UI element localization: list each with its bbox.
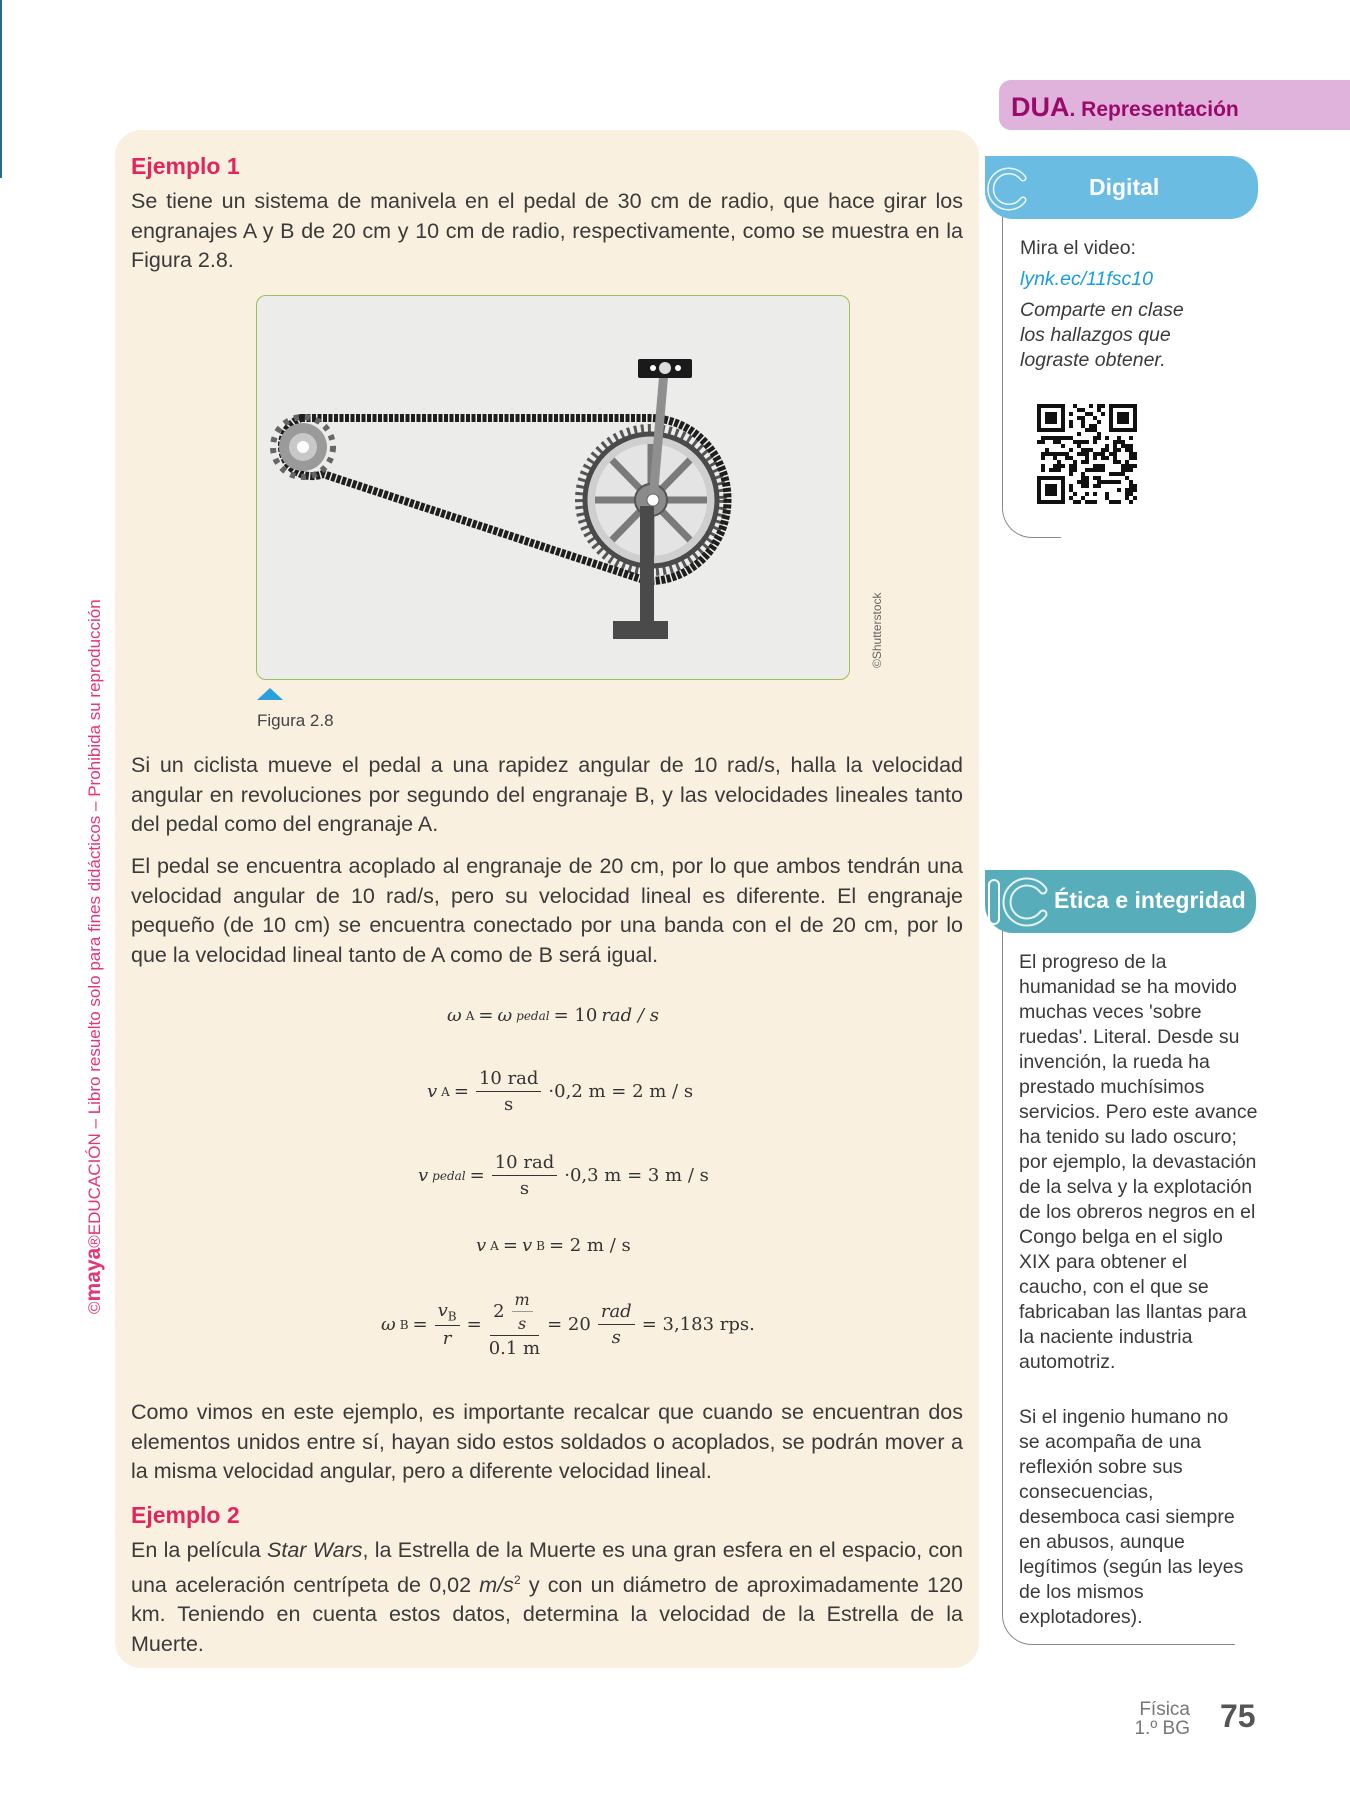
dua-label: DUA — [1011, 92, 1070, 122]
video-link[interactable]: lynk.ec/11fsc10 — [1020, 268, 1153, 290]
eq-num: m — [512, 1290, 533, 1312]
small-sprocket — [273, 417, 333, 477]
film-title: Star Wars — [267, 1538, 363, 1562]
eq-sign: = — [412, 1314, 428, 1335]
eq-symbol: v — [521, 1235, 533, 1256]
subject: Física — [1139, 1699, 1190, 1720]
eq-den: s — [519, 1178, 530, 1199]
eq-rest: = 2 m / s — [548, 1235, 631, 1256]
bottom-pedal — [613, 621, 668, 639]
figure-credit: ©Shutterstock — [870, 592, 884, 668]
eq-num: v — [437, 1299, 448, 1321]
registered-symbol: ® — [85, 1235, 104, 1248]
qr-code[interactable] — [1037, 404, 1137, 504]
dua-banner — [999, 80, 1350, 130]
eq-rest: = 3,183 rps. — [641, 1314, 755, 1335]
eq-symbol: v — [476, 1235, 487, 1256]
eq-sign: = — [478, 1005, 494, 1026]
eq-rest: ·0,2 m = 2 m / s — [548, 1081, 694, 1102]
eq-sub: pedal — [516, 1008, 550, 1023]
eq-fraction — [476, 1068, 541, 1115]
figure-bicycle-chain — [256, 295, 850, 680]
eq-num: rad — [598, 1301, 635, 1325]
eq-den: s — [518, 1314, 527, 1333]
eq-symbol: ω — [447, 1005, 462, 1026]
ethics-ic-icon — [985, 876, 1055, 928]
eq-den: r — [442, 1328, 452, 1350]
example1-title: Ejemplo 1 — [131, 153, 240, 179]
equation-v-a — [427, 1068, 693, 1115]
eq-den: s — [504, 1094, 514, 1115]
eq-sign: = — [466, 1314, 482, 1335]
example1-question: Si un ciclista mueve el pedal a una rapidez angular de 10 rad/s, halla la velocidad angular en revoluciones por segundo del engranaje B, y las velocidades lineales tanto del pedal como del engranaje A. — [131, 753, 963, 836]
eq-num: 10 rad — [476, 1068, 541, 1092]
eq-sign: = — [502, 1235, 518, 1256]
notice-text: EDUCACIÓN – Libro resuelto solo para fines didácticos – Prohibida su reproducción — [85, 599, 104, 1236]
chain-drive-illustration — [257, 296, 850, 680]
equation-v-pedal — [418, 1152, 709, 1199]
example2-title: Ejemplo 2 — [131, 1502, 240, 1528]
ethics-paragraph-2: Si el ingenio humano no se acompaña de una reflexión sobre sus consecuencias, desemboca casi siempre en abusos, aunque legítimos (según las leyes de los mismos explotadores). — [1019, 1406, 1244, 1628]
copyright-symbol: © — [85, 1301, 104, 1314]
unit-exponent: 2 — [513, 1572, 521, 1587]
eq-mid: = 20 — [547, 1314, 591, 1335]
digital-title: Digital — [1089, 174, 1160, 200]
eq-sub: B — [399, 1317, 409, 1332]
eq-sub: pedal — [432, 1168, 466, 1183]
example1-explanation: El pedal se encuentra acoplado al engranaje de 20 cm, por lo que ambos tendrán una velocidad angular de 10 rad/s, pero su velocidad lineal es diferente. El engranaje pequeño (de 10 cm) se encuentra conectado por una banda con el de 20 cm, por lo que la velocidad lineal tanto de A como de B será igual. — [131, 854, 963, 967]
page-number: 75 — [1220, 1698, 1256, 1734]
unit: m/s — [479, 1572, 514, 1597]
eq-sign: = — [469, 1165, 485, 1186]
brand-logo: maya — [82, 1247, 105, 1302]
eq-sign: = — [453, 1081, 469, 1102]
eq-sub: A — [490, 1238, 499, 1253]
equation-va-vb — [476, 1235, 631, 1256]
example1-intro: Se tiene un sistema de manivela en el pedal de 30 cm de radio, que hace girar los engranajes A y B de 20 cm y 10 cm de radio, respectivamente, como se muestra en la Figura 2.8. — [131, 189, 963, 272]
equation-omega-b — [381, 1290, 755, 1359]
ethics-paragraph-1: El progreso de la humanidad se ha movido muchas veces 'sobre ruedas'. Literal. Desde su invención, la rueda ha prestado muchísimos servicios. Pero este avance ha tenido su lado oscuro; por ejemplo, la devastación de la selva y la explotación de los obreros negros en el Congo belga en el siglo XIX para obtener el caucho, con el que se fabricaban las llantas para la naciente industria automotriz. — [1019, 951, 1258, 1373]
footer-subject — [1120, 1700, 1190, 1738]
digital-c-icon — [983, 164, 1029, 214]
eq-symbol: ω — [381, 1314, 396, 1335]
example1-conclusion: Como vimos en este ejemplo, es importante recalcar que cuando se encuentran dos elementos unidos entre sí, hayan sido estos soldados o acoplados, se podrán mover a la misma velocidad angular, pero a diferente velocidad lineal. — [131, 1400, 963, 1483]
text: y con un diámetro de aproximadamente 120 km. Teniendo en cuenta estos datos, determina la velocidad de la Estrella de la Muerte. — [131, 1572, 963, 1656]
eq-fraction — [598, 1301, 635, 1348]
eq-sub: B — [536, 1238, 545, 1253]
copyright-notice — [82, 599, 106, 1314]
digital-header — [985, 156, 1258, 219]
eq-num: 2 — [493, 1301, 505, 1322]
lower-crank — [640, 506, 654, 626]
equation-omega-a — [447, 1005, 659, 1026]
eq-den: 0.1 m — [488, 1338, 541, 1359]
eq-sub: A — [441, 1084, 450, 1099]
eq-sub: A — [465, 1008, 475, 1023]
eq-den: s — [611, 1327, 621, 1348]
digital-note: Comparte en clase los hallazgos que lograste obtener. — [1020, 299, 1184, 371]
dua-subtitle: . Representación — [1069, 98, 1239, 121]
digital-line: Mira el video: — [1020, 237, 1136, 259]
text: En la película — [131, 1538, 268, 1562]
ethics-header — [985, 870, 1256, 933]
eq-symbol: ω — [497, 1005, 513, 1026]
caption-triangle-icon — [257, 688, 283, 700]
eq-fraction — [435, 1300, 460, 1350]
eq-symbol: v — [418, 1165, 429, 1186]
grade: 1.º BG — [1134, 1718, 1190, 1739]
eq-symbol: v — [427, 1081, 438, 1102]
edge-accent-line — [0, 0, 2, 178]
eq-unit: rad / s — [601, 1005, 659, 1026]
example2-text — [131, 1536, 963, 1659]
eq-fraction — [489, 1290, 540, 1359]
eq-rhs: = 10 — [553, 1005, 598, 1026]
figure-caption: Figura 2.8 — [257, 711, 334, 730]
eq-fraction — [492, 1152, 557, 1199]
eq-rest: ·0,3 m = 3 m / s — [564, 1165, 709, 1186]
text: , la Estrella de la Muerte es una gran esfera en el espacio, con una aceleración centrípeta de 0,02 — [131, 1538, 963, 1597]
eq-num: 10 rad — [492, 1152, 557, 1176]
ethics-title: Ética e integridad — [1054, 887, 1246, 913]
eq-sub: B — [447, 1309, 457, 1324]
